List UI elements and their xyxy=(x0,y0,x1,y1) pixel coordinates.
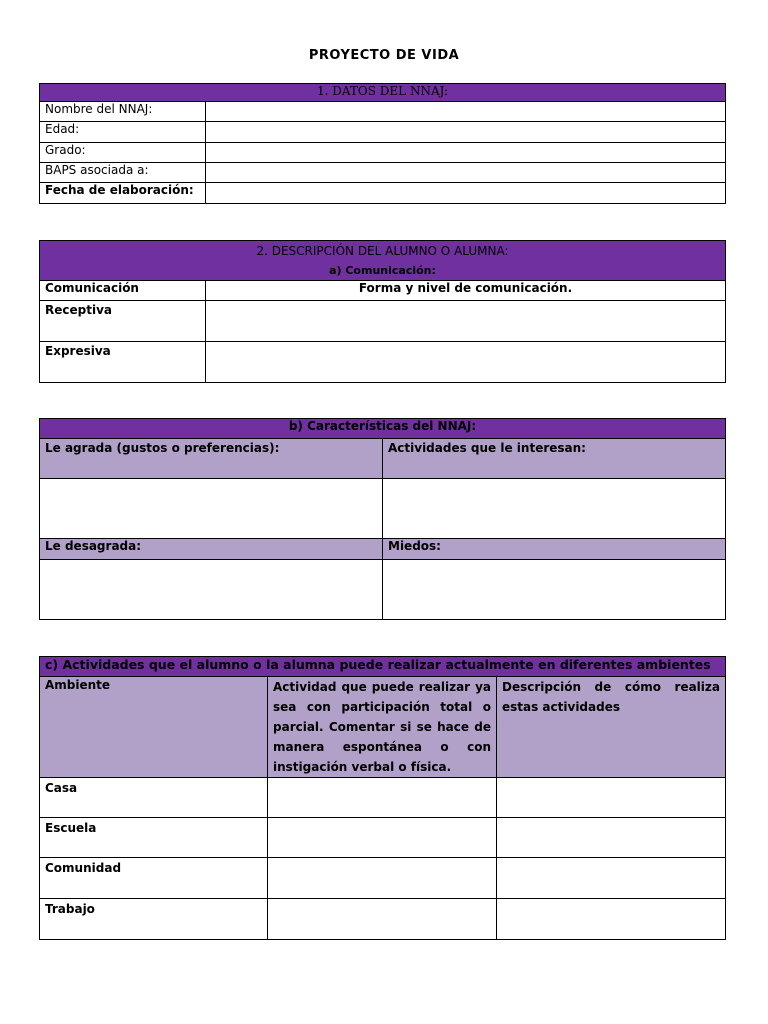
caracteristicas-table xyxy=(39,418,726,620)
baps-label: BAPS asociada a: xyxy=(40,163,206,183)
le-desagrada-label: Le desagrada: xyxy=(40,539,383,560)
miedos-label: Miedos: xyxy=(383,539,726,560)
expresiva-label: Expresiva xyxy=(40,342,206,383)
comunidad-actividad-field[interactable] xyxy=(268,858,497,899)
caracteristicas-header: b) Características del NNAJ: xyxy=(40,419,726,439)
descripcion-col-header: Descripción de cómo realiza estas actividades xyxy=(497,677,726,778)
forma-nivel-col-header: Forma y nivel de comunicación. xyxy=(206,281,726,301)
trabajo-descripcion-field[interactable] xyxy=(497,899,726,940)
actividad-col-header: Actividad que puede realizar ya sea con participación total o parcial. Comentar si se hace de manera espontánea o con instigación verbal o física. xyxy=(268,677,497,778)
trabajo-label: Trabajo xyxy=(40,899,268,940)
comunicacion-subtitle: a) Comunicación: xyxy=(329,264,436,277)
receptiva-field[interactable] xyxy=(206,301,726,342)
descripcion-title: 2. DESCRIPCIÓN DEL ALUMNO O ALUMNA: xyxy=(256,244,509,258)
trabajo-actividad-field[interactable] xyxy=(268,899,497,940)
comunicacion-col-header: Comunicación xyxy=(40,281,206,301)
actividades-interes-field[interactable] xyxy=(383,479,726,539)
comunidad-label: Comunidad xyxy=(40,858,268,899)
nombre-field[interactable] xyxy=(206,102,726,122)
le-agrada-field[interactable] xyxy=(40,479,383,539)
actividades-table xyxy=(39,656,726,940)
escuela-descripcion-field[interactable] xyxy=(497,818,726,858)
edad-field[interactable] xyxy=(206,122,726,143)
edad-label: Edad: xyxy=(40,122,206,143)
casa-label: Casa xyxy=(40,778,268,818)
le-desagrada-field[interactable] xyxy=(40,560,383,620)
miedos-field[interactable] xyxy=(383,560,726,620)
casa-descripcion-field[interactable] xyxy=(497,778,726,818)
grado-label: Grado: xyxy=(40,143,206,163)
baps-field[interactable] xyxy=(206,163,726,183)
datos-table xyxy=(39,83,726,204)
le-agrada-label: Le agrada (gustos o preferencias): xyxy=(40,439,383,479)
actividades-header: c) Actividades que el alumno o la alumna puede realizar actualmente en diferentes ambientes xyxy=(40,657,726,677)
escuela-label: Escuela xyxy=(40,818,268,858)
page-title: PROYECTO DE VIDA xyxy=(308,48,460,63)
datos-header: 1. DATOS DEL NNAJ: xyxy=(40,84,726,102)
ambiente-col-header: Ambiente xyxy=(40,677,268,778)
comunicacion-table xyxy=(39,240,726,383)
fecha-label: Fecha de elaboración: xyxy=(40,183,206,204)
fecha-field[interactable] xyxy=(206,183,726,204)
comunidad-descripcion-field[interactable] xyxy=(497,858,726,899)
descripcion-header xyxy=(40,241,726,281)
expresiva-field[interactable] xyxy=(206,342,726,383)
actividades-interes-label: Actividades que le interesan: xyxy=(383,439,726,479)
nombre-label: Nombre del NNAJ: xyxy=(40,102,206,122)
receptiva-label: Receptiva xyxy=(40,301,206,342)
grado-field[interactable] xyxy=(206,143,726,163)
escuela-actividad-field[interactable] xyxy=(268,818,497,858)
casa-actividad-field[interactable] xyxy=(268,778,497,818)
